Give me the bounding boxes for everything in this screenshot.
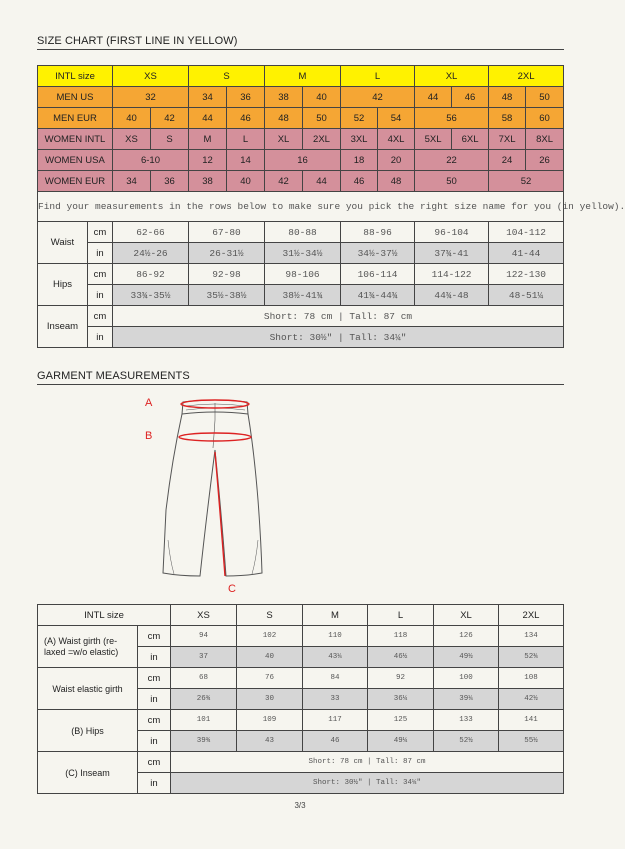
waist-girth-cm-cell: 134 (499, 626, 564, 647)
garment-hips-cm-cell: 109 (237, 710, 303, 731)
unit-cm: cm (138, 710, 171, 731)
unit-in: in (138, 773, 171, 794)
waist-cm-cell: 88-96 (341, 222, 415, 243)
men-us-cell: 36 (227, 87, 265, 108)
women-eur-cell: 48 (378, 171, 415, 192)
women-eur-cell: 50 (415, 171, 489, 192)
women-intl-cell: 6XL (452, 129, 489, 150)
pants-diagram (150, 390, 270, 590)
men-eur-cell: 46 (227, 108, 265, 129)
men-eur-cell: 48 (265, 108, 303, 129)
men-eur-cell: 56 (415, 108, 489, 129)
waist-in-cell: 26-31½ (189, 243, 265, 264)
men-eur-row (38, 108, 564, 129)
hips-in-row (38, 285, 564, 306)
unit-in: in (88, 285, 113, 306)
intl-size-cell: XL (415, 66, 489, 87)
waist-in-cell: 37¾-41 (415, 243, 489, 264)
intl-size-cell: S (189, 66, 265, 87)
men-eur-cell: 52 (341, 108, 378, 129)
men-eur-cell: 40 (113, 108, 151, 129)
men-eur-cell: 60 (526, 108, 564, 129)
garment-title: GARMENT MEASUREMENTS (37, 370, 190, 382)
women-usa-cell: 20 (378, 150, 415, 171)
unit-cm: cm (88, 306, 113, 327)
women-intl-cell: 8XL (526, 129, 564, 150)
waist-girth-cm-row (38, 626, 564, 647)
intl-size-row (38, 66, 564, 87)
waist-elastic-in-cell: 33 (303, 689, 368, 710)
garment-inseam-label: (C) Inseam (38, 752, 138, 794)
women-usa-cell: 22 (415, 150, 489, 171)
hips-in-cell: 38½-41¾ (265, 285, 341, 306)
label-a: A (145, 397, 153, 409)
hips-label: Hips (38, 264, 88, 306)
women-intl-cell: 3XL (341, 129, 378, 150)
women-usa-cell: 12 (189, 150, 227, 171)
men-us-cell: 46 (452, 87, 489, 108)
women-intl-cell: S (151, 129, 189, 150)
waist-elastic-cm-cell: 108 (499, 668, 564, 689)
garment-size-header: S (237, 605, 303, 626)
waist-in-cell: 34½-37½ (341, 243, 415, 264)
hips-cm-cell: 98-106 (265, 264, 341, 285)
garment-hips-cm-cell: 101 (171, 710, 237, 731)
waist-cm-cell: 62-66 (113, 222, 189, 243)
waist-girth-cm-cell: 94 (171, 626, 237, 647)
garment-hips-cm-cell: 117 (303, 710, 368, 731)
women-intl-cell: 4XL (378, 129, 415, 150)
garment-hips-in-cell: 49¼ (368, 731, 434, 752)
page-number: 3/3 (294, 801, 306, 810)
label-b: B (145, 430, 153, 442)
women-eur-cell: 42 (265, 171, 303, 192)
men-us-row (38, 87, 564, 108)
waist-girth-in-cell: 43¼ (303, 647, 368, 668)
women-intl-cell: XS (113, 129, 151, 150)
garment-intl-label: INTL size (38, 605, 171, 626)
garment-size-header: XL (434, 605, 499, 626)
label-c: C (228, 583, 236, 595)
women-intl-cell: 5XL (415, 129, 452, 150)
garment-size-header: XS (171, 605, 237, 626)
women-intl-cell: 7XL (489, 129, 526, 150)
men-eur-label: MEN EUR (38, 108, 113, 129)
unit-cm: cm (88, 264, 113, 285)
women-usa-cell: 6-10 (113, 150, 189, 171)
waist-elastic-cm-cell: 84 (303, 668, 368, 689)
women-intl-cell: L (227, 129, 265, 150)
unit-cm: cm (138, 626, 171, 647)
waist-elastic-cm-cell: 76 (237, 668, 303, 689)
women-intl-label: WOMEN INTL (38, 129, 113, 150)
women-intl-cell: 2XL (303, 129, 341, 150)
women-usa-cell: 14 (227, 150, 265, 171)
men-us-cell: 40 (303, 87, 341, 108)
hips-cm-cell: 114-122 (415, 264, 489, 285)
women-intl-row (38, 129, 564, 150)
intl-size-cell: L (341, 66, 415, 87)
women-eur-row (38, 171, 564, 192)
men-us-cell: 48 (489, 87, 526, 108)
women-eur-label: WOMEN EUR (38, 171, 113, 192)
waist-cm-cell: 96-104 (415, 222, 489, 243)
women-eur-cell: 36 (151, 171, 189, 192)
women-usa-cell: 18 (341, 150, 378, 171)
hips-in-cell: 41¾-44¾ (341, 285, 415, 306)
women-usa-cell: 24 (489, 150, 526, 171)
hips-cm-cell: 92-98 (189, 264, 265, 285)
waist-girth-in-cell: 40 (237, 647, 303, 668)
waist-girth-cm-cell: 118 (368, 626, 434, 647)
garment-hips-cm-cell: 133 (434, 710, 499, 731)
women-eur-cell: 44 (303, 171, 341, 192)
garment-size-header: 2XL (499, 605, 564, 626)
hips-in-cell: 33¾-35½ (113, 285, 189, 306)
women-usa-cell: 26 (526, 150, 564, 171)
garment-hips-cm-cell: 141 (499, 710, 564, 731)
waist-in-cell: 41-44 (489, 243, 564, 264)
men-eur-cell: 50 (303, 108, 341, 129)
garment-hips-cm-cell: 125 (368, 710, 434, 731)
unit-in: in (88, 327, 113, 348)
women-usa-row (38, 150, 564, 171)
waist-cm-cell: 104-112 (489, 222, 564, 243)
waist-elastic-in-cell: 36¼ (368, 689, 434, 710)
garment-rule (37, 384, 564, 385)
size-note: Find your measurements in the rows below to make sure you pick the right size name for you (in yellow). (38, 192, 564, 222)
waist-elastic-label: Waist elastic girth (38, 668, 138, 710)
garment-hips-in-cell: 52½ (434, 731, 499, 752)
size-chart-rule (37, 49, 564, 50)
hips-cm-row (38, 264, 564, 285)
waist-girth-in-cell: 49½ (434, 647, 499, 668)
intl-size-cell: 2XL (489, 66, 564, 87)
hips-in-cell: 35½-38½ (189, 285, 265, 306)
hips-cm-row (38, 710, 564, 731)
men-us-cell: 34 (189, 87, 227, 108)
unit-in: in (138, 689, 171, 710)
waist-cm-row (38, 222, 564, 243)
inseam-in-cell: Short: 30½" | Tall: 34¼" (113, 327, 564, 348)
garment-inseam-in-cell: Short: 30½" | Tall: 34¼" (171, 773, 564, 794)
waist-girth-cm-cell: 110 (303, 626, 368, 647)
intl-size-cell: XS (113, 66, 189, 87)
garment-hips-in-cell: 43 (237, 731, 303, 752)
waist-elastic-in-cell: 42½ (499, 689, 564, 710)
waist-label: Waist (38, 222, 88, 264)
waist-elastic-cm-row (38, 668, 564, 689)
garment-inseam-cm-row (38, 752, 564, 773)
men-eur-cell: 44 (189, 108, 227, 129)
garment-size-header: M (303, 605, 368, 626)
garment-table (37, 604, 564, 794)
waist-elastic-cm-cell: 100 (434, 668, 499, 689)
unit-cm: cm (138, 668, 171, 689)
hips-cm-cell: 122-130 (489, 264, 564, 285)
men-eur-cell: 54 (378, 108, 415, 129)
garment-hips-in-cell: 55½ (499, 731, 564, 752)
size-chart-title: SIZE CHART (FIRST LINE IN YELLOW) (37, 35, 238, 47)
men-us-label: MEN US (38, 87, 113, 108)
waist-girth-in-cell: 46½ (368, 647, 434, 668)
waist-girth-in-cell: 37 (171, 647, 237, 668)
men-eur-cell: 58 (489, 108, 526, 129)
waist-in-cell: 31½-34½ (265, 243, 341, 264)
unit-in: in (138, 731, 171, 752)
hips-marker (179, 433, 251, 441)
inseam-label: Inseam (38, 306, 88, 348)
women-eur-cell: 52 (489, 171, 564, 192)
garment-header-row (38, 605, 564, 626)
women-eur-cell: 34 (113, 171, 151, 192)
waist-in-row (38, 243, 564, 264)
women-eur-cell: 46 (341, 171, 378, 192)
garment-size-header: L (368, 605, 434, 626)
intl-size-label: INTL size (38, 66, 113, 87)
women-eur-cell: 38 (189, 171, 227, 192)
waist-girth-cm-cell: 102 (237, 626, 303, 647)
waist-elastic-in-cell: 30 (237, 689, 303, 710)
waist-girth-label: (A) Waist girth (re-laxed =w/o elastic) (38, 626, 138, 668)
waist-elastic-in-cell: 26¾ (171, 689, 237, 710)
garment-hips-in-cell: 46 (303, 731, 368, 752)
intl-size-cell: M (265, 66, 341, 87)
waist-cm-cell: 80-88 (265, 222, 341, 243)
men-eur-cell: 42 (151, 108, 189, 129)
hips-cm-cell: 86-92 (113, 264, 189, 285)
hips-cm-cell: 106-114 (341, 264, 415, 285)
hips-in-cell: 44¾-48 (415, 285, 489, 306)
inseam-cm-cell: Short: 78 cm | Tall: 87 cm (113, 306, 564, 327)
note-row (38, 192, 564, 222)
waist-cm-cell: 67-80 (189, 222, 265, 243)
women-intl-cell: XL (265, 129, 303, 150)
men-us-cell: 42 (341, 87, 415, 108)
garment-inseam-cm-cell: Short: 78 cm | Tall: 87 cm (171, 752, 564, 773)
waist-in-cell: 24½-26 (113, 243, 189, 264)
waist-girth-in-cell: 52¾ (499, 647, 564, 668)
garment-hips-label: (B) Hips (38, 710, 138, 752)
hips-in-cell: 48-51¼ (489, 285, 564, 306)
men-us-cell: 50 (526, 87, 564, 108)
unit-in: in (138, 647, 171, 668)
women-usa-label: WOMEN USA (38, 150, 113, 171)
waist-elastic-in-cell: 39¼ (434, 689, 499, 710)
men-us-cell: 38 (265, 87, 303, 108)
waist-elastic-cm-cell: 92 (368, 668, 434, 689)
inseam-cm-row (38, 306, 564, 327)
unit-cm: cm (88, 222, 113, 243)
unit-cm: cm (138, 752, 171, 773)
unit-in: in (88, 243, 113, 264)
women-intl-cell: M (189, 129, 227, 150)
women-usa-cell: 16 (265, 150, 341, 171)
women-eur-cell: 40 (227, 171, 265, 192)
waist-girth-cm-cell: 126 (434, 626, 499, 647)
size-chart-table (37, 65, 625, 348)
waist-elastic-cm-cell: 68 (171, 668, 237, 689)
inseam-in-row (38, 327, 564, 348)
garment-hips-in-cell: 39¾ (171, 731, 237, 752)
inseam-marker (215, 452, 225, 576)
men-us-cell: 32 (113, 87, 189, 108)
men-us-cell: 44 (415, 87, 452, 108)
